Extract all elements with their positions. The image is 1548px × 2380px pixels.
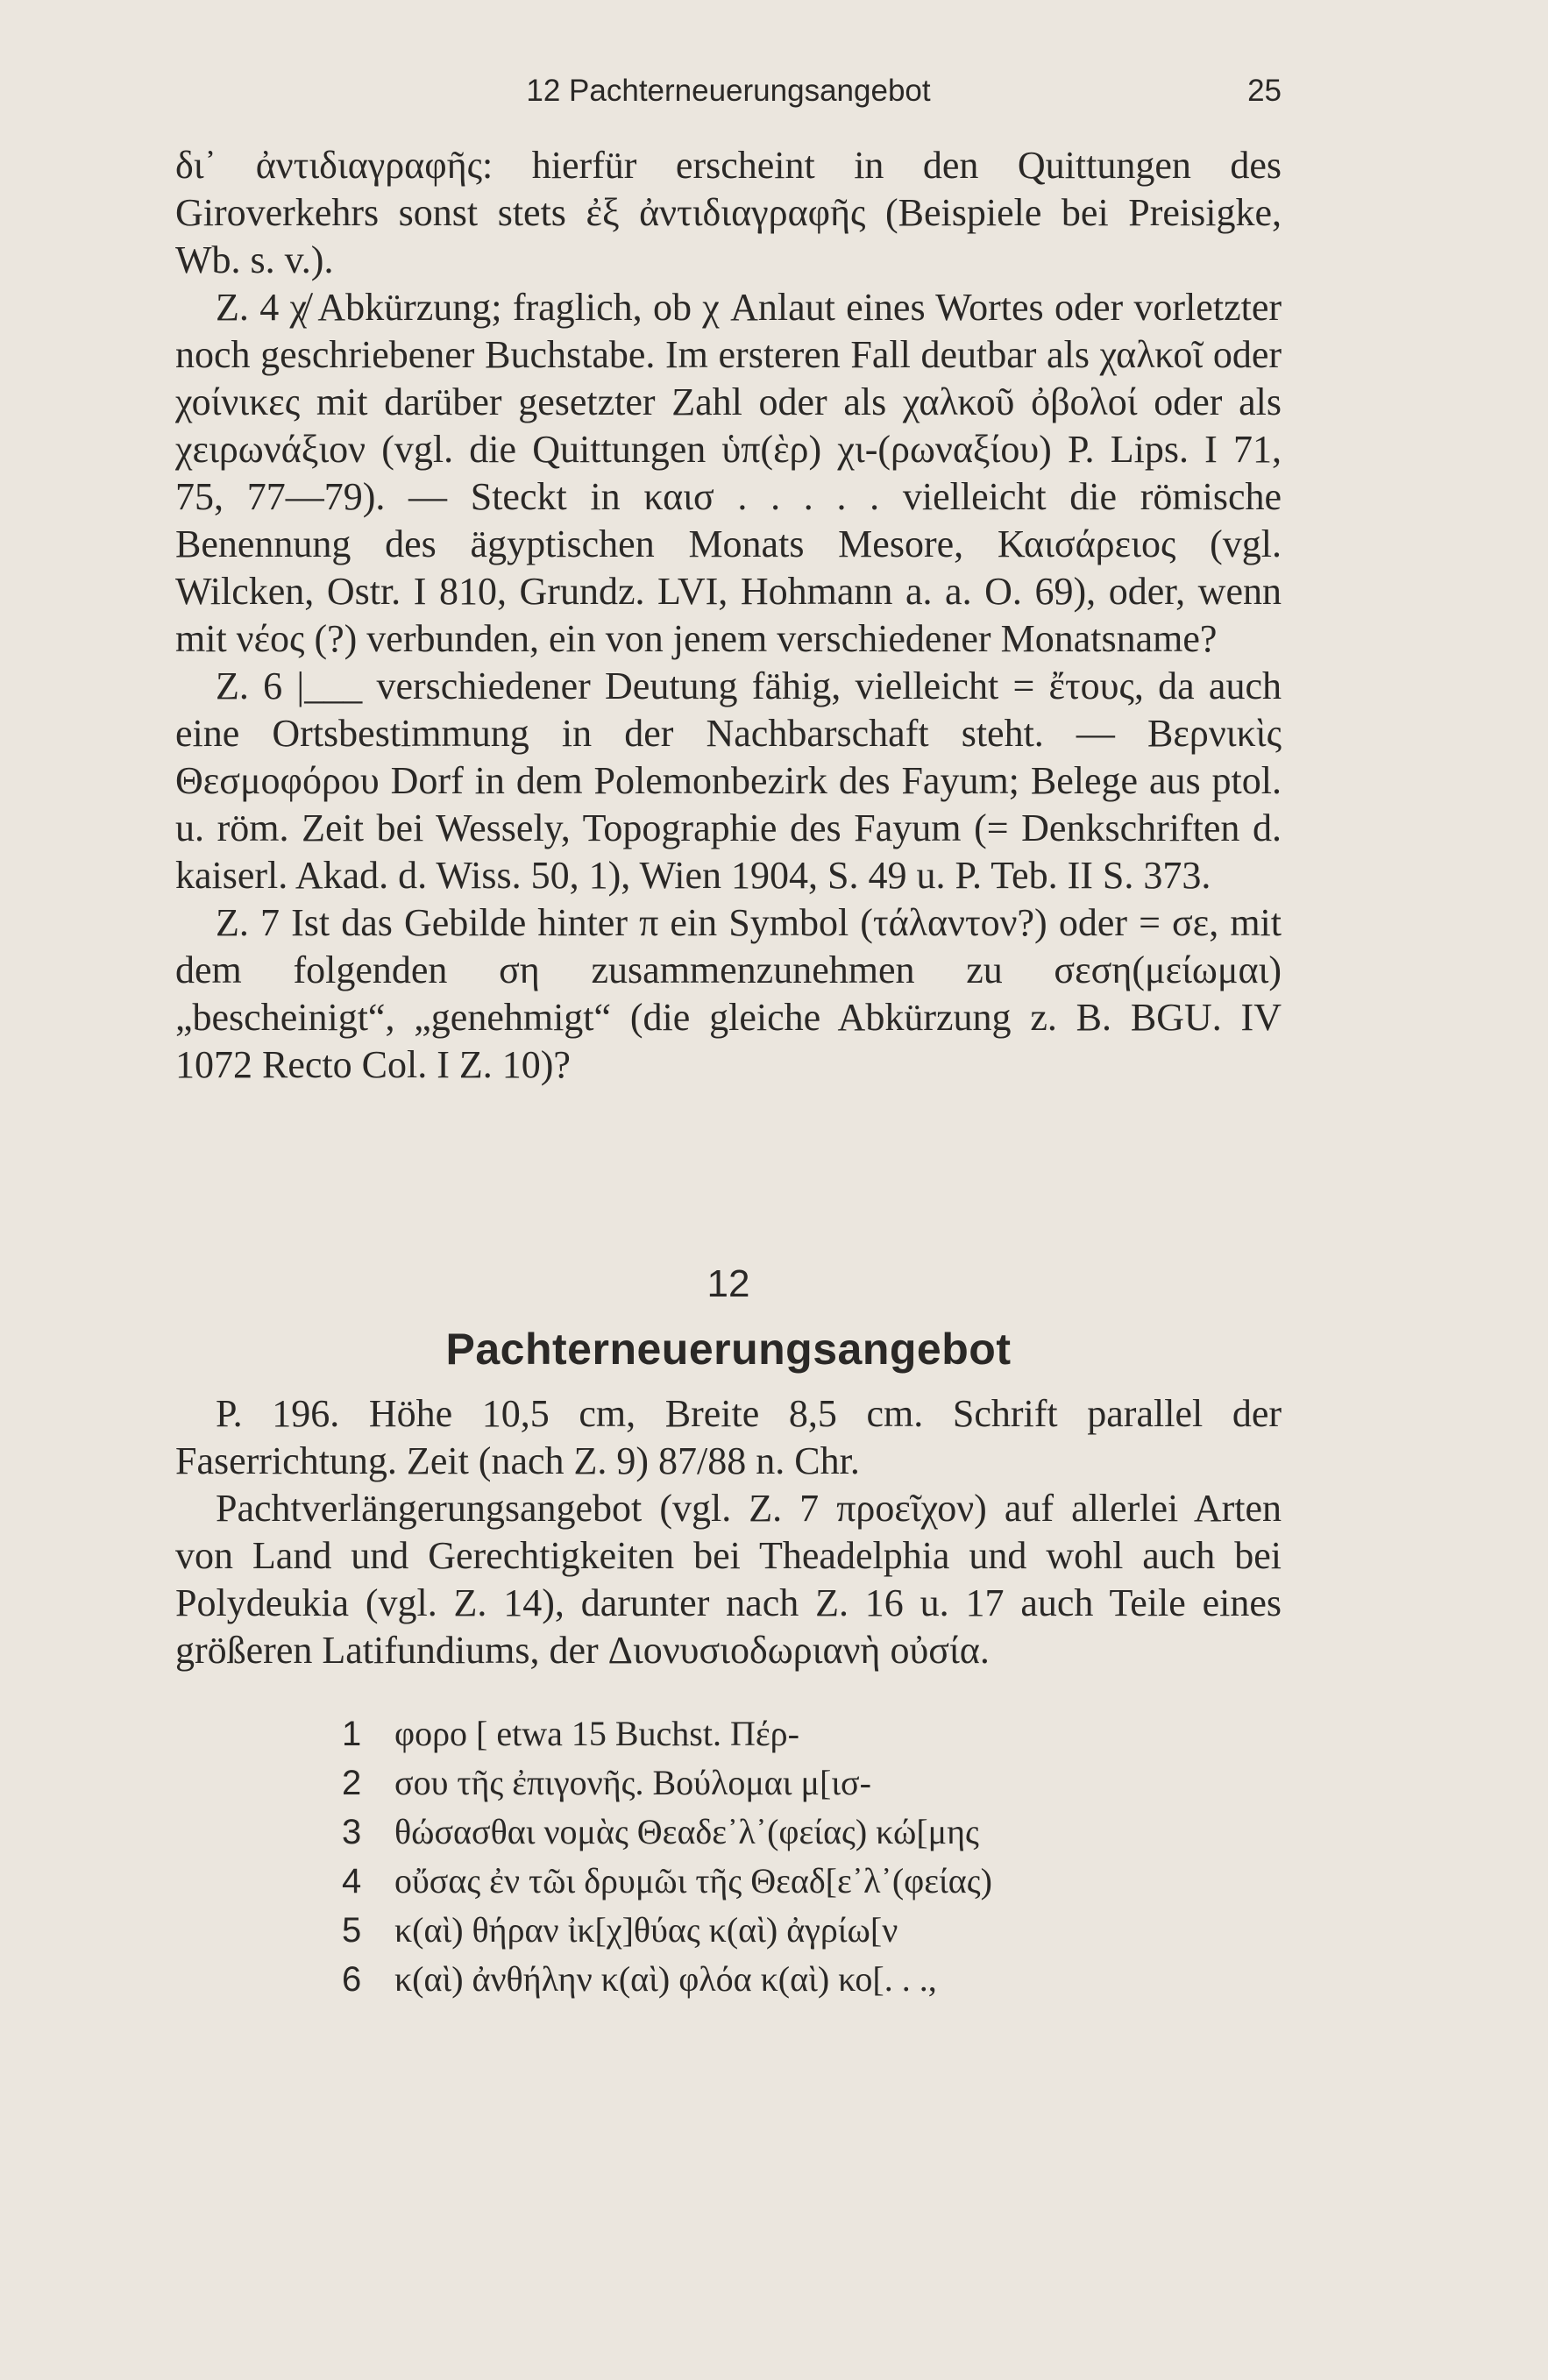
line-text: θώσασθαι νομὰς Θεαδε᾽λ᾽(φείας) κώ[μης — [394, 1812, 979, 1851]
commentary-paragraph: δι᾽ ἀντιδιαγραφῆς: hierfür erscheint in den Quittungen des Giroverkehrs sonst stets ἐξ ἀντιδιαγραφῆς (Beispiele bei Preisigke, Wb. s. v.). — [175, 144, 1282, 281]
line-number: 4 — [342, 1862, 362, 1900]
papyrus-text — [342, 1709, 992, 2004]
line-number: 3 — [342, 1813, 362, 1851]
section-number: 12 — [707, 1262, 750, 1305]
line-number: 5 — [342, 1911, 362, 1950]
text-line — [342, 1709, 992, 1758]
running-title: 12 Pachterneuerungsangebot — [526, 74, 931, 108]
line-text: σου τῆς ἐπιγονῆς. Βούλομαι μ[ισ- — [394, 1763, 871, 1802]
text-line — [342, 1857, 992, 1906]
line-text: οὔσας ἐν τῶι δρυμῶι τῆς Θεαδ[ε᾽λ᾽(φείας) — [394, 1861, 992, 1900]
line-text: κ(αὶ) θήραν ἰκ[χ]θύας κ(αὶ) ἀγρίω[ν — [394, 1910, 898, 1950]
running-head — [175, 74, 1282, 117]
text-line — [342, 1955, 992, 2004]
line-number: 6 — [342, 1960, 362, 1999]
line-text: φορο [ etwa 15 Buchst. Πέρ- — [394, 1714, 799, 1753]
commentary-paragraph: Z. 4 χ̸ Abkürzung; fraglich, ob χ Anlaut eines Wortes oder vorletzter noch geschriebener Buchstabe. Im ersteren Fall deutbar als χαλκοῖ oder χοίνικες mit darüber gesetzter Zahl oder als χαλκοῦ ὀβολοί oder als χειρωνάξιον (vgl. die Quittungen ὑπ(ὲρ) χι-(ρωναξίου) P. Lips. I 71, 75, 77—79). — Steckt in καισ . . . . . vielleicht die römische Benennung des ägyptischen Monats Mesore, Καισάρειος (vgl. Wilcken, Ostr. I 810, Grundz. LVI, Hohmann a. a. O. 69), oder, wenn mit νέος (?) verbunden, ein von jenem verschiedener Monatsname? — [175, 286, 1282, 660]
section-title: Pachterneuerungsangebot — [445, 1325, 1012, 1374]
commentary-block — [175, 142, 1282, 1089]
line-number: 2 — [342, 1764, 362, 1802]
commentary-paragraph: Z. 6 |___ verschiedener Deutung fähig, vielleicht = ἔτους, da auch eine Ortsbestimmung in der Nachbarschaft steht. — Βερνικὶς Θεσμοφόρου Dorf in dem Polemonbezirk des Fayum; Belege aus ptol. u. röm. Zeit bei Wessely, Topographie des Fayum (= Denkschriften d. kaiserl. Akad. d. Wiss. 50, 1), Wien 1904, S. 49 u. P. Teb. II S. 373. — [175, 664, 1282, 897]
papyrus-description: P. 196. Höhe 10,5 cm, Breite 8,5 cm. Schrift parallel der Faserrichtung. Zeit (nach Z. 9) 87/88 n. Chr. — [175, 1392, 1282, 1482]
page-number: 25 — [1247, 74, 1282, 108]
commentary-paragraph: Z. 7 Ist das Gebilde hinter π ein Symbol (τάλαντον?) oder = σε, mit dem folgenden ση zusammenzunehmen zu σεση(μείωμαι) „bescheinigt“, „genehmigt“ (die gleiche Abkürzung z. B. BGU. IV 1072 Recto Col. I Z. 10)? — [175, 901, 1282, 1086]
text-line — [342, 1906, 992, 1955]
papyrus-summary: Pachtverlängerungsangebot (vgl. Z. 7 προεῖχον) auf allerlei Arten von Land und Gerechtigkeiten bei Theadelphia und wohl auch bei Polydeukia (vgl. Z. 14), darunter nach Z. 16 u. 17 auch Teile eines größeren Latifundiums, der Διονυσιοδωριανὴ οὐσία. — [175, 1487, 1282, 1672]
line-number: 1 — [342, 1715, 362, 1753]
line-text: κ(αὶ) ἀνθήλην κ(αὶ) φλόα κ(αὶ) κο[. . ., — [394, 1959, 937, 1999]
section-intro — [175, 1390, 1282, 1674]
text-line — [342, 1808, 992, 1857]
text-line — [342, 1758, 992, 1808]
